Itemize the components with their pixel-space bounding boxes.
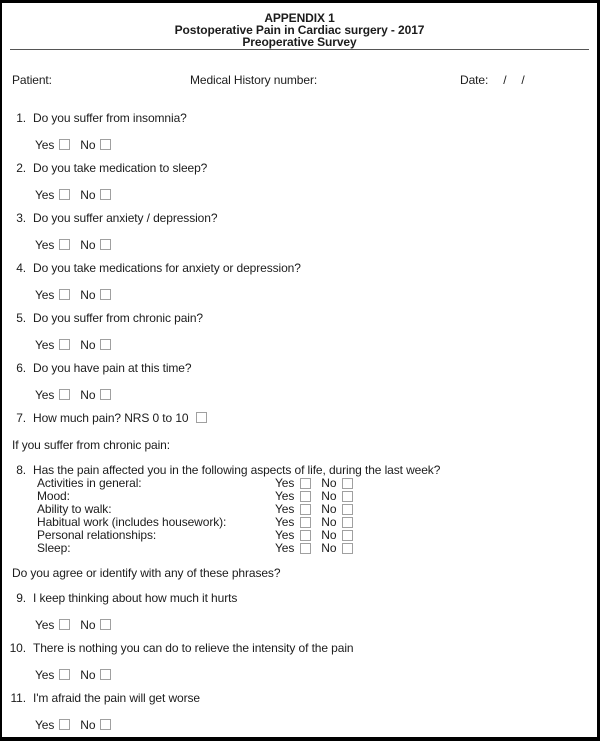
q9-no-checkbox[interactable] <box>100 619 111 630</box>
subitem-label: Habitual work (includes housework): <box>37 515 227 529</box>
question-block-4 <box>2 261 597 302</box>
questions-section <box>2 111 597 732</box>
q2-yes-checkbox[interactable] <box>59 189 70 200</box>
question-block-1 <box>2 111 597 152</box>
q4-no-checkbox[interactable] <box>100 289 111 300</box>
no-label: No <box>321 515 337 529</box>
q8-sleep-yes-checkbox[interactable] <box>300 543 311 554</box>
no-label: No <box>80 718 96 732</box>
question-text: Do you suffer anxiety / depression? <box>33 211 218 225</box>
yes-label: Yes <box>35 618 55 632</box>
chronic-pain-intro: If you suffer from chronic pain: <box>12 438 170 452</box>
q7-nrs-checkbox[interactable] <box>196 412 207 423</box>
q1-no-checkbox[interactable] <box>100 139 111 150</box>
q5-no-checkbox[interactable] <box>100 339 111 350</box>
no-label: No <box>80 618 96 632</box>
no-label: No <box>80 288 96 302</box>
yes-label: Yes <box>35 718 55 732</box>
q8-activities-no-checkbox[interactable] <box>342 478 353 489</box>
date-label: Date: <box>460 73 489 87</box>
appendix-title: APPENDIX 1 <box>264 11 335 25</box>
q10-yes-checkbox[interactable] <box>59 669 70 680</box>
q11-no-checkbox[interactable] <box>100 719 111 730</box>
q8-work-yes-checkbox[interactable] <box>300 517 311 528</box>
phrases-intro: Do you agree or identify with any of these phrases? <box>12 566 281 580</box>
q3-no-checkbox[interactable] <box>100 239 111 250</box>
q8-walk-yes-checkbox[interactable] <box>300 504 311 515</box>
question-number: 5. <box>16 311 26 325</box>
q8-mood-yes-checkbox[interactable] <box>300 491 311 502</box>
date-slash: / <box>521 73 525 87</box>
q8-activities-yes-checkbox[interactable] <box>300 478 311 489</box>
yes-label: Yes <box>275 528 295 542</box>
no-label: No <box>80 238 96 252</box>
q8-relationships-yes-checkbox[interactable] <box>300 530 311 541</box>
question-text: I keep thinking about how much it hurts <box>33 591 238 605</box>
no-label: No <box>80 188 96 202</box>
question-block-8 <box>2 463 597 555</box>
q8-subitem-relationships <box>2 529 597 542</box>
q10-no-checkbox[interactable] <box>100 669 111 680</box>
question-number: 3. <box>16 211 26 225</box>
yes-label: Yes <box>35 188 55 202</box>
q8-walk-no-checkbox[interactable] <box>342 504 353 515</box>
question-block-5 <box>2 311 597 352</box>
q6-no-checkbox[interactable] <box>100 389 111 400</box>
q6-yes-checkbox[interactable] <box>59 389 70 400</box>
no-label: No <box>80 338 96 352</box>
subitem-label: Personal relationships: <box>37 528 157 542</box>
form-subtitle: Postoperative Pain in Cardiac surgery - 2017 <box>174 23 425 37</box>
date-slash: / <box>503 73 507 87</box>
form-header <box>2 3 597 48</box>
no-label: No <box>321 502 337 516</box>
q5-yes-checkbox[interactable] <box>59 339 70 350</box>
q4-yes-checkbox[interactable] <box>59 289 70 300</box>
subitem-label: Ability to walk: <box>37 502 112 516</box>
question-number: 10. <box>9 641 26 655</box>
yes-label: Yes <box>275 489 295 503</box>
q11-yes-checkbox[interactable] <box>59 719 70 730</box>
question-text: Do you take medications for anxiety or depression? <box>33 261 301 275</box>
q8-sleep-no-checkbox[interactable] <box>342 543 353 554</box>
q8-subitem-sleep <box>2 542 597 555</box>
yes-label: Yes <box>275 541 295 555</box>
question-text: Do you suffer from insomnia? <box>33 111 187 125</box>
no-label: No <box>321 541 337 555</box>
question-text: I'm afraid the pain will get worse <box>33 691 200 705</box>
q9-yes-checkbox[interactable] <box>59 619 70 630</box>
question-number: 8. <box>16 463 26 477</box>
q8-mood-no-checkbox[interactable] <box>342 491 353 502</box>
question-number: 6. <box>16 361 26 375</box>
no-label: No <box>80 388 96 402</box>
question-text: Do you have pain at this time? <box>33 361 192 375</box>
question-number: 2. <box>16 161 26 175</box>
q1-yes-checkbox[interactable] <box>59 139 70 150</box>
yes-label: Yes <box>35 288 55 302</box>
yes-label: Yes <box>275 515 295 529</box>
subitem-label: Mood: <box>37 489 70 503</box>
question-block-2 <box>2 161 597 202</box>
subitem-label: Activities in general: <box>37 476 142 490</box>
question-number: 7. <box>16 411 26 425</box>
question-block-11 <box>2 691 597 732</box>
question-block-9 <box>2 591 597 632</box>
question-block-7 <box>2 411 597 425</box>
no-label: No <box>321 528 337 542</box>
no-label: No <box>321 489 337 503</box>
no-label: No <box>80 668 96 682</box>
yes-label: Yes <box>275 476 295 490</box>
q8-work-no-checkbox[interactable] <box>342 517 353 528</box>
header-divider <box>10 49 589 50</box>
yes-label: Yes <box>275 502 295 516</box>
question-number: 4. <box>16 261 26 275</box>
question-text: Do you suffer from chronic pain? <box>33 311 203 325</box>
question-text: Do you take medication to sleep? <box>33 161 208 175</box>
q8-relationships-no-checkbox[interactable] <box>342 530 353 541</box>
yes-label: Yes <box>35 388 55 402</box>
question-text <box>33 411 207 425</box>
question-number: 11. <box>10 691 26 705</box>
q8-subitem-activities <box>2 477 597 490</box>
question-block-10 <box>2 641 597 682</box>
no-label: No <box>80 138 96 152</box>
q2-no-checkbox[interactable] <box>100 189 111 200</box>
q3-yes-checkbox[interactable] <box>59 239 70 250</box>
question-block-3 <box>2 211 597 252</box>
yes-label: Yes <box>35 238 55 252</box>
question-text-inner: How much pain? NRS 0 to 10 <box>33 411 189 425</box>
yes-label: Yes <box>35 668 55 682</box>
question-text: There is nothing you can do to relieve the intensity of the pain <box>33 641 354 655</box>
date-field <box>460 73 525 87</box>
yes-label: Yes <box>35 338 55 352</box>
question-number: 9. <box>16 591 26 605</box>
question-block-6 <box>2 361 597 402</box>
question-text: Has the pain affected you in the following aspects of life, during the last week? <box>33 463 441 477</box>
no-label: No <box>321 476 337 490</box>
medical-history-label: Medical History number: <box>190 73 318 87</box>
question-number: 1. <box>16 111 26 125</box>
patient-label: Patient: <box>12 73 52 87</box>
subitem-label: Sleep: <box>37 541 71 555</box>
survey-name: Preoperative Survey <box>242 35 357 49</box>
patient-info-row <box>2 73 597 87</box>
yes-label: Yes <box>35 138 55 152</box>
